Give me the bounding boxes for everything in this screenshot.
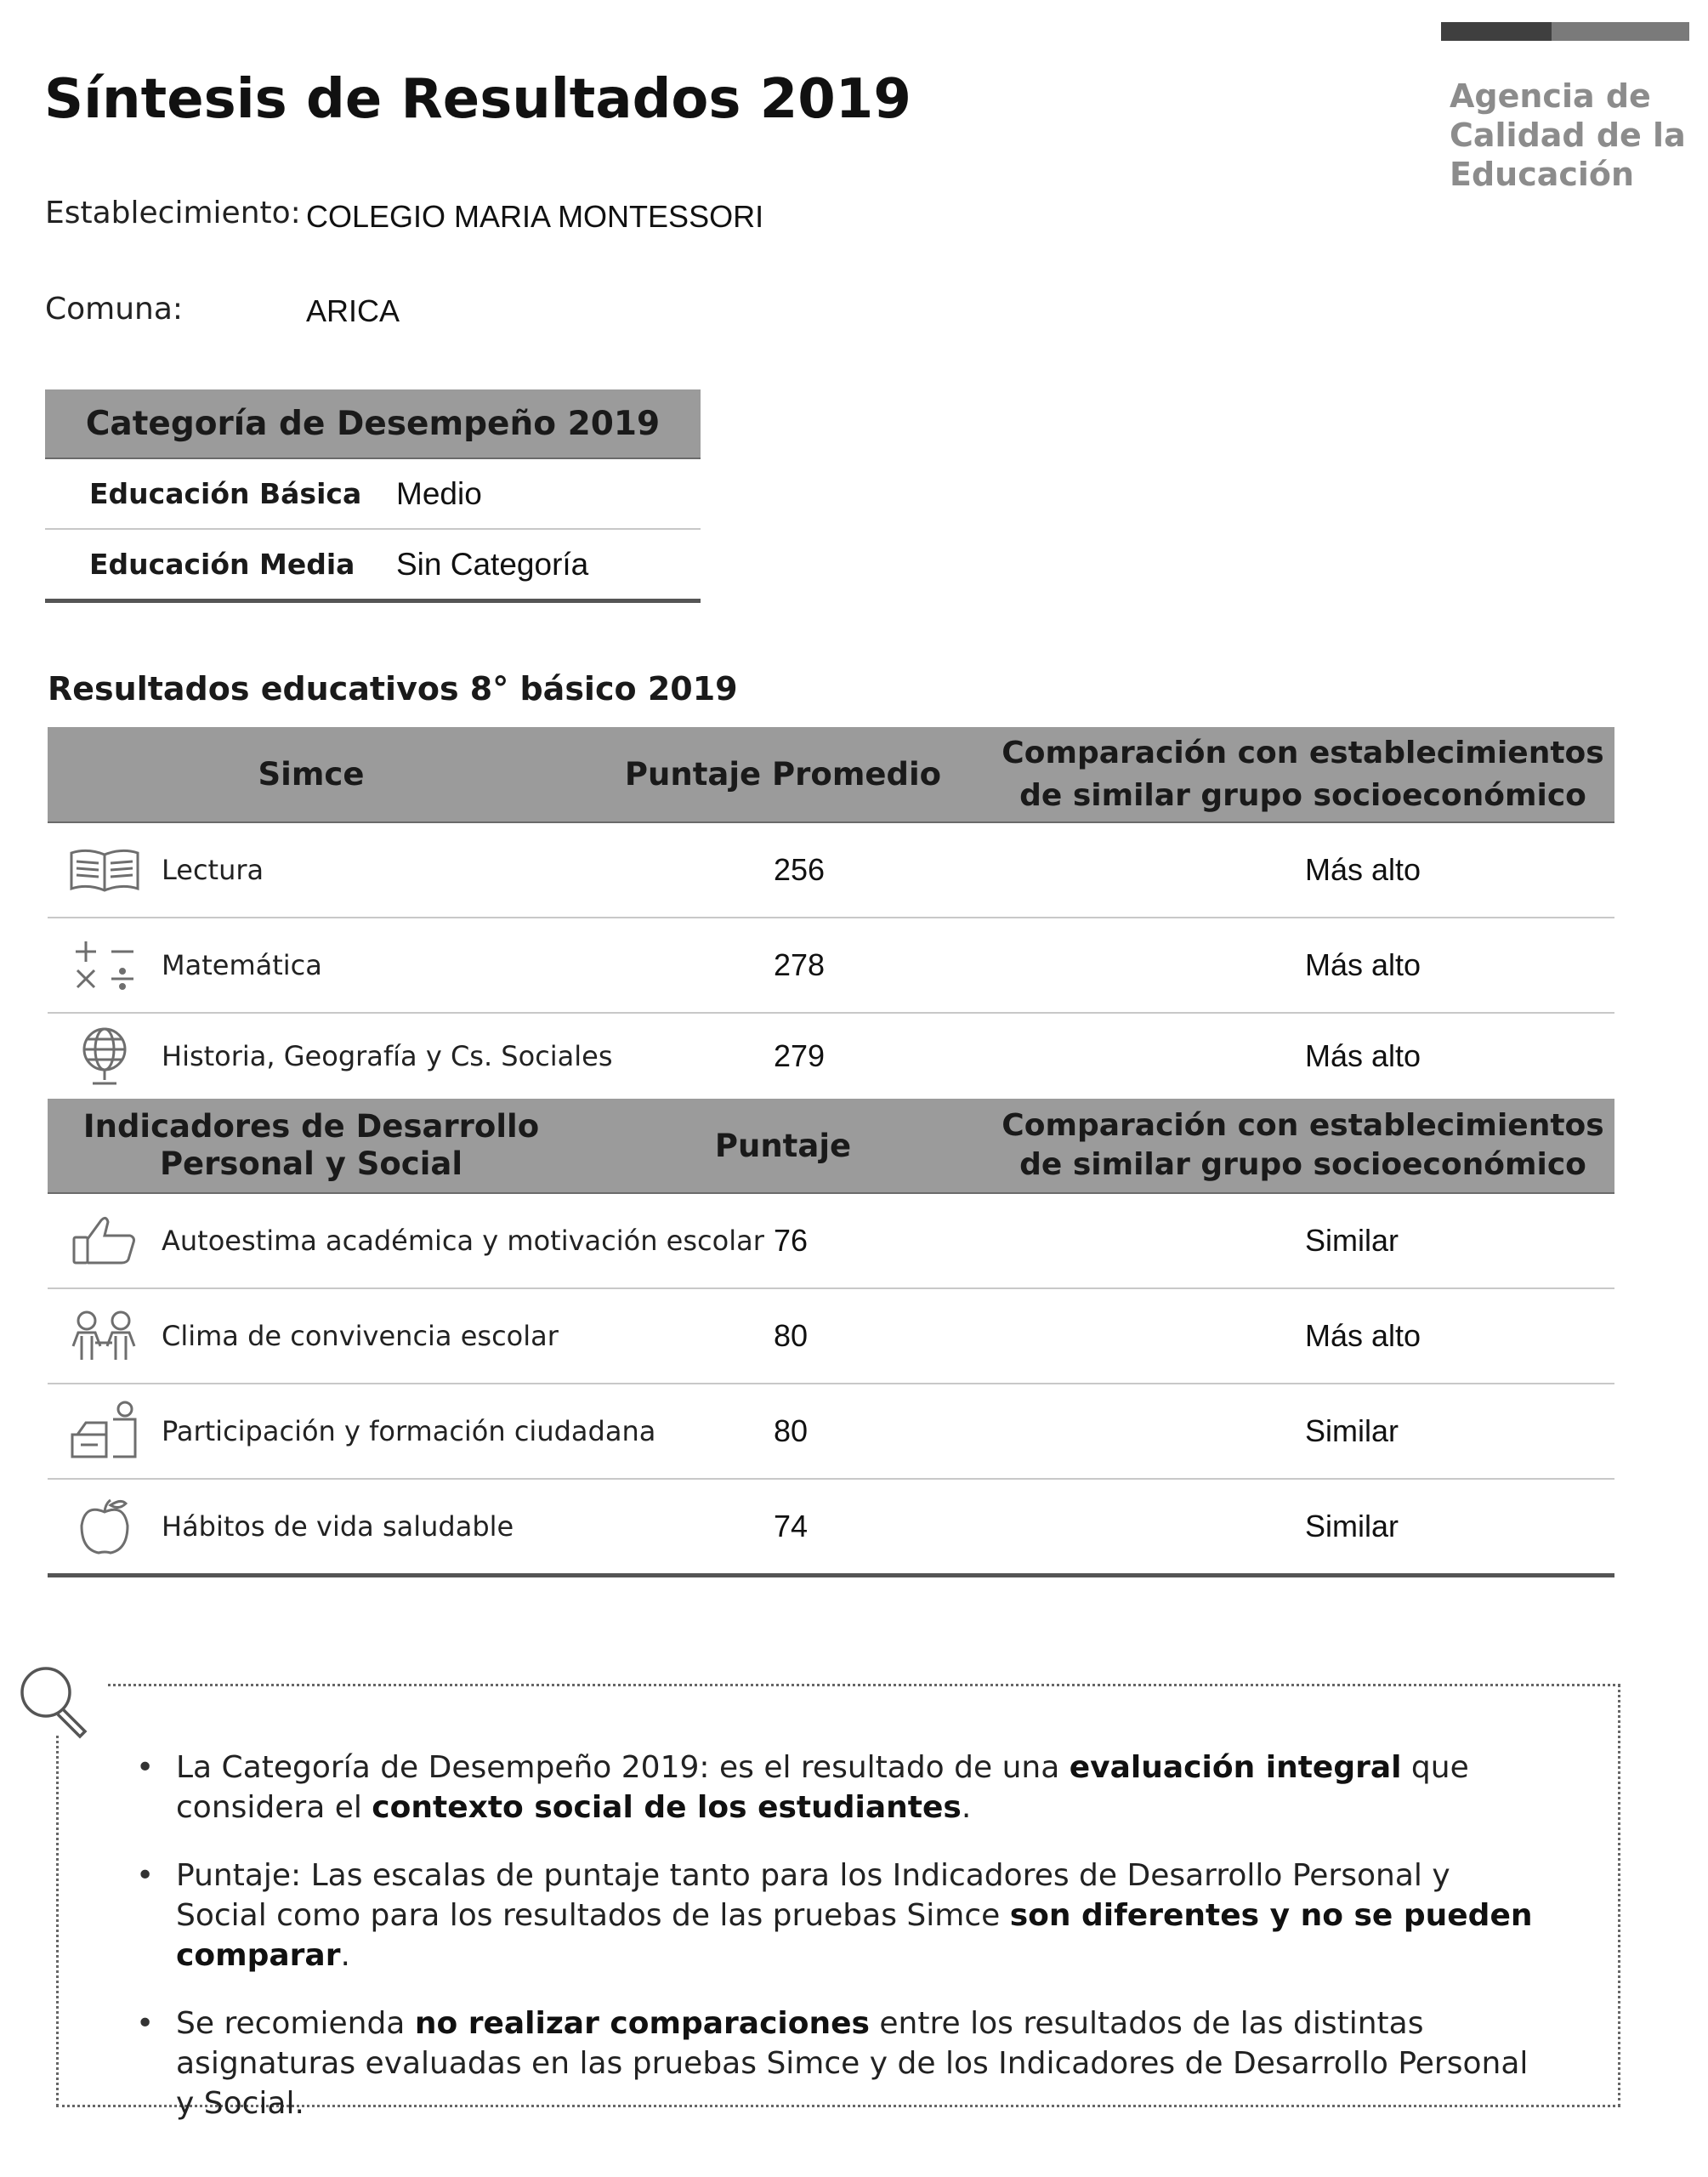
score-value: 278 <box>774 947 826 982</box>
ballot-box-icon <box>48 1401 162 1462</box>
performance-category-table <box>45 389 701 603</box>
comparison-value: Más alto <box>1305 852 1421 887</box>
table-row <box>48 918 1614 1014</box>
commune-label: Comuna: <box>45 292 184 327</box>
idps-header-row <box>48 1099 1614 1194</box>
table-row <box>48 1289 1614 1384</box>
book-icon <box>48 846 162 894</box>
note-item: • Puntaje: Las escalas de puntaje tanto para los Indicadores de Desarrollo Personal y Social como para los resultados de las pruebas Simce son diferentes y no se pueden comparar. <box>136 1856 1547 1975</box>
score-value: 80 <box>774 1318 809 1353</box>
category-table-title: Categoría de Desempeño 2019 <box>45 389 701 459</box>
category-level-label: Educación Media <box>89 548 355 581</box>
commune-value: ARICA <box>306 293 400 328</box>
comparison-value: Similar <box>1305 1509 1399 1543</box>
category-row <box>45 459 701 530</box>
indicator-name: Clima de convivencia escolar <box>162 1319 559 1352</box>
subject-name: Historia, Geografía y Cs. Sociales <box>162 1039 613 1072</box>
children-icon <box>48 1309 162 1363</box>
table-row <box>48 1014 1614 1099</box>
page-title: Síntesis de Resultados 2019 <box>44 68 911 131</box>
score-value: 279 <box>774 1038 826 1073</box>
subject-name: Lectura <box>162 853 264 886</box>
math-symbols-icon <box>48 938 162 992</box>
comparison-value: Similar <box>1305 1223 1399 1258</box>
globe-icon <box>48 1024 162 1088</box>
comparison-value: Más alto <box>1305 1318 1421 1353</box>
indicator-name: Hábitos de vida saludable <box>162 1509 514 1543</box>
logo-bar <box>1441 22 1689 41</box>
idps-header-indicator: Indicadores de Desarrollo Personal y Social <box>82 1108 540 1182</box>
indicator-name: Autoestima académica y motivación escolar <box>162 1224 764 1257</box>
establishment-value: COLEGIO MARIA MONTESSORI <box>306 199 764 234</box>
magnifier-icon <box>17 1663 94 1743</box>
thumbs-up-icon <box>48 1214 162 1268</box>
score-value: 80 <box>774 1413 809 1448</box>
category-level-value: Sin Categoría <box>396 546 589 582</box>
simce-header-score: Puntaje Promedio <box>624 756 942 793</box>
table-row <box>48 1480 1614 1577</box>
subject-name: Matemática <box>162 948 322 981</box>
score-value: 76 <box>774 1223 809 1258</box>
note-item: • Se recomienda no realizar comparaciones entre los resultados de las distintas asignaturas evaluadas en las pruebas Simce y de los Indicadores de Desarrollo Personal y Social. <box>136 2004 1547 2123</box>
idps-header-score: Puntaje <box>714 1127 852 1164</box>
idps-header-comparison: Comparación con establecimientos de similar grupo socioeconómico <box>1002 1108 1604 1182</box>
category-level-value: Medio <box>396 475 482 511</box>
apple-icon <box>48 1497 162 1556</box>
category-row <box>45 530 701 603</box>
simce-header-row <box>48 727 1614 823</box>
simce-header-subject: Simce <box>258 755 365 793</box>
table-row <box>48 823 1614 918</box>
results-section-title: Resultados educativos 8° básico 2019 <box>48 670 738 708</box>
table-row <box>48 1194 1614 1289</box>
comparison-value: Más alto <box>1305 1038 1421 1073</box>
category-level-label: Educación Básica <box>89 477 362 510</box>
table-row <box>48 1384 1614 1480</box>
note-item: • La Categoría de Desempeño 2019: es el resultado de una evaluación integral que considera el contexto social de los estudiantes. <box>136 1748 1547 1827</box>
comparison-value: Más alto <box>1305 947 1421 982</box>
score-value: 74 <box>774 1509 809 1543</box>
results-table <box>48 727 1614 1577</box>
indicator-name: Participación y formación ciudadana <box>162 1414 656 1447</box>
simce-header-comparison: Comparación con establecimientos de similar grupo socioeconómico <box>1002 735 1604 813</box>
notes-list <box>136 1748 1547 2151</box>
agency-logo: Agencia de Calidad de la Educación <box>1450 77 1686 193</box>
score-value: 256 <box>774 852 826 887</box>
comparison-value: Similar <box>1305 1413 1399 1448</box>
establishment-label: Establecimiento: <box>45 196 301 230</box>
